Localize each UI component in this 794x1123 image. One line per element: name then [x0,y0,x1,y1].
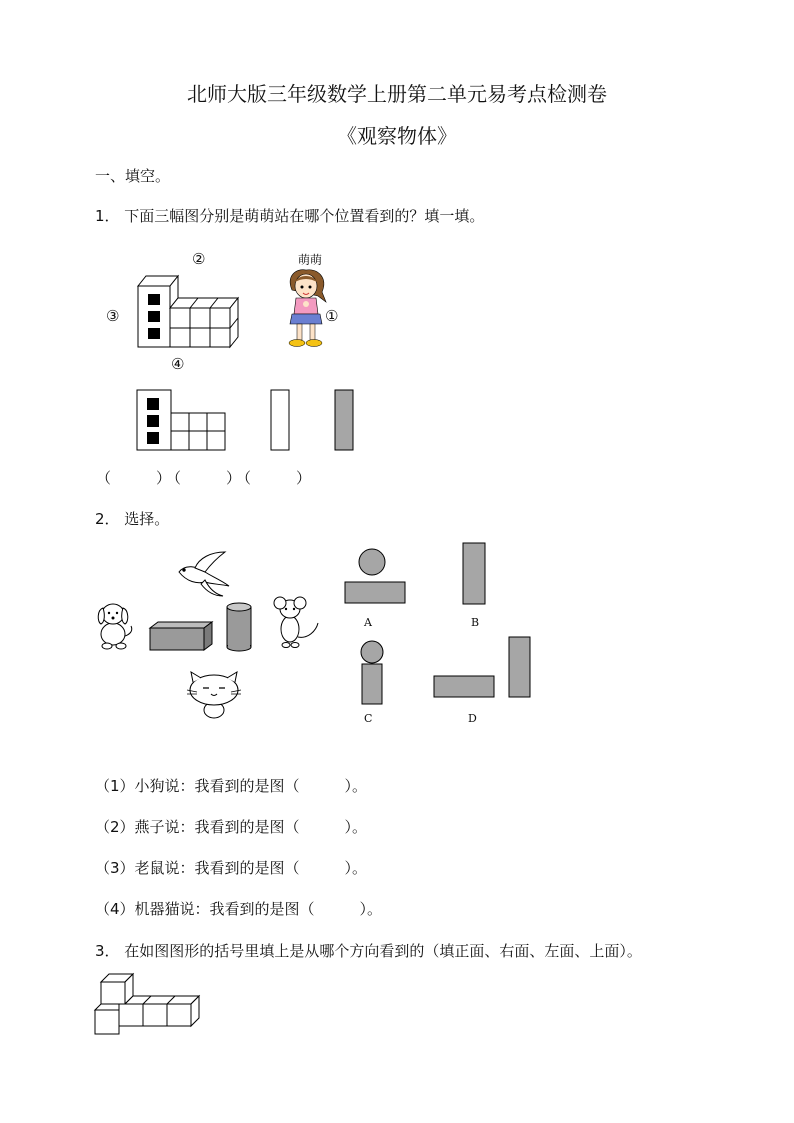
position-1-label: ① [325,307,339,325]
question-2-text: 2． 选择。 [95,510,170,528]
option-c-figure [359,640,385,706]
option-a-figure [344,548,408,606]
view-figure-3 [334,389,354,451]
cuboid-object [148,620,214,652]
person-name-label: 萌萌 [298,253,323,267]
position-2-label: ② [192,250,206,268]
cylinder-object [225,602,253,652]
view-figure-2 [270,389,290,451]
q2-item-4: （4）机器猫说：我看到的是图（ ）。 [95,900,383,918]
question-3-text: 3． 在如图图形的括号里填上是从哪个方向看到的（填正面、右面、左面、上面）。 [95,942,642,960]
view-figure-1 [136,388,228,453]
option-b-figure [462,542,486,606]
q2-item-2: （2）燕子说：我看到的是图（ ）。 [95,818,368,836]
option-b-label: B [471,616,480,629]
answer-blank-1[interactable]: （ ） [96,469,172,487]
page-title: 北师大版三年级数学上册第二单元易考点检测卷 [187,82,607,106]
section-heading: 一、填空。 [95,167,171,185]
option-a-label: A [364,616,372,629]
question-1-text: 1． 下面三幅图分别是萌萌站在哪个位置看到的？填一填。 [95,207,485,225]
option-d-label: D [468,712,477,725]
answer-blank-2[interactable]: （ ） [166,469,242,487]
answer-blank-3[interactable]: （ ） [236,469,312,487]
dog-illustration [95,600,135,650]
position-3-label: ③ [106,307,120,325]
robot-cat-illustration [185,672,243,720]
mouse-illustration [268,595,320,650]
q2-item-1: （1）小狗说：我看到的是图（ ）。 [95,777,368,795]
position-4-label: ④ [171,355,185,373]
page-subtitle: 《观察物体》 [337,124,457,148]
option-d-figure [432,636,532,700]
q1-block-figure [130,270,240,355]
q3-block-figure [93,972,205,1036]
q2-item-3: （3）老鼠说：我看到的是图（ ）。 [95,859,368,877]
bird-illustration [175,550,231,598]
option-c-label: C [364,712,373,725]
